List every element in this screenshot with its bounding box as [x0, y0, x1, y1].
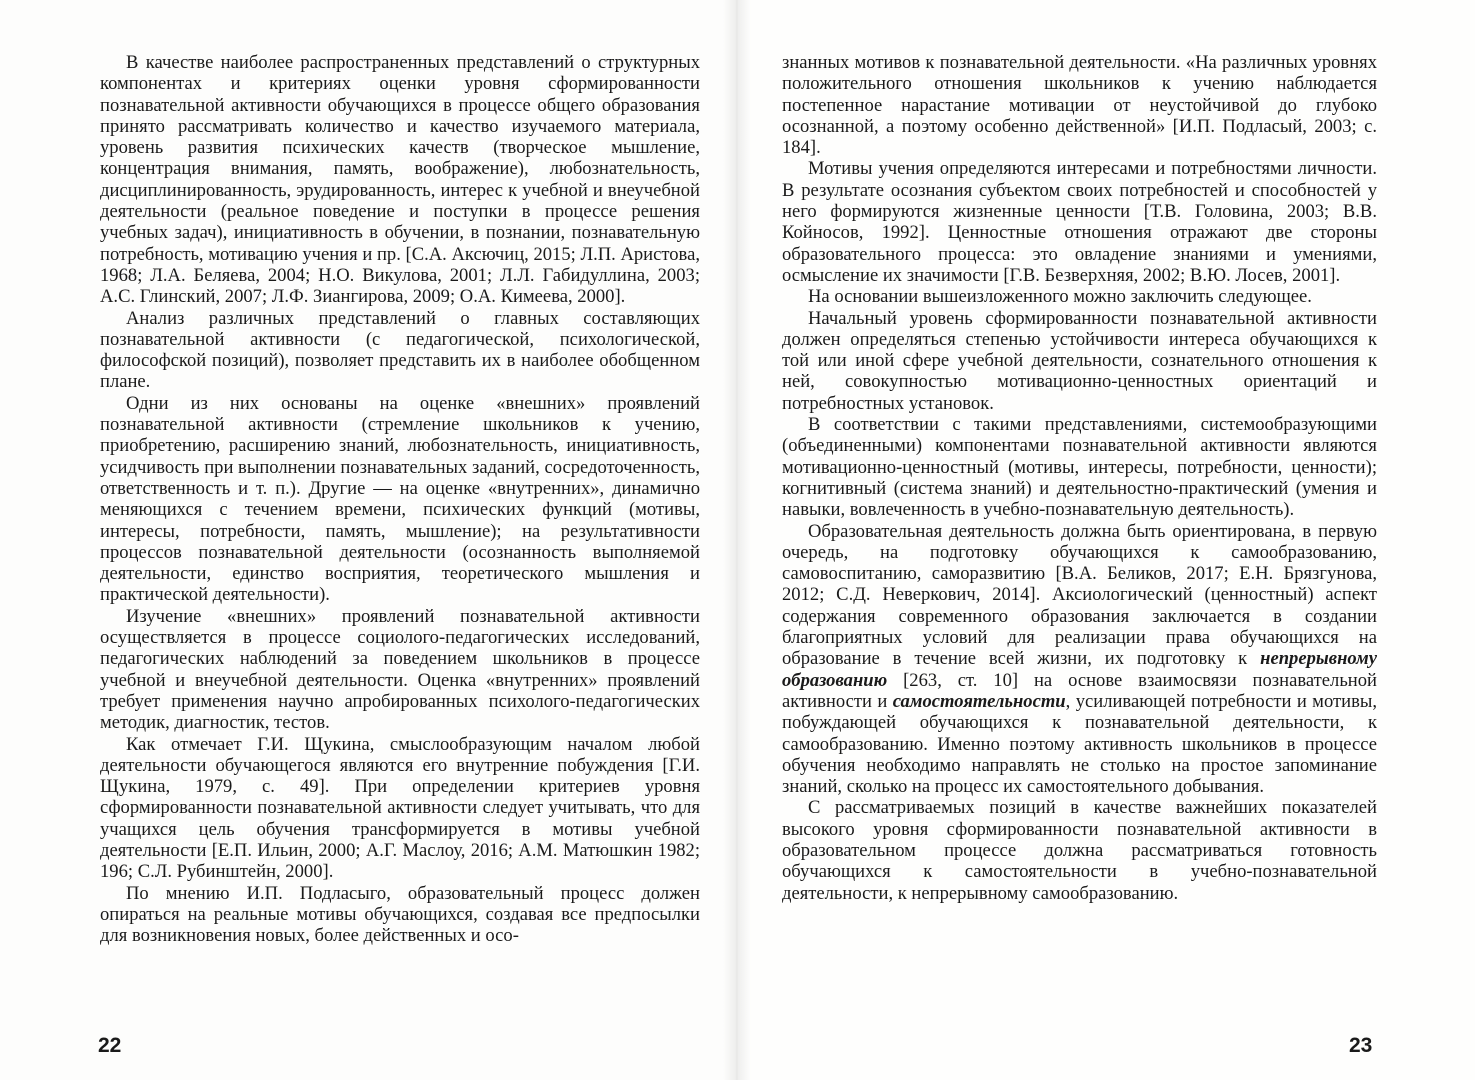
emphasis-term: непрерывному образованию [782, 648, 1377, 691]
emphasis-term: самостоятельности [892, 690, 1066, 712]
left-page-text [100, 52, 700, 946]
left-page [0, 0, 737, 1080]
book-gutter-shadow [723, 0, 751, 1080]
text-run: , усиливающей потребности и мотивы, побуждающей обучающихся к познавательной деятельности, к самообразованию. Именно поэтому активность школьников в процессе обучения необходимо направлять не столько на простое запоминание знаний, сколько на процесс их самостоятельного добывания. [782, 690, 1378, 798]
paragraph: Одни из них основаны на оценке «внешних» проявлений познавательной активности (стремление школьников к учению, приобретению, расширению знаний, любознательность, инициативность, усидчивость при выполнении познавательных заданий, сосредоточенность, ответственность и т. п.). Другие — на оценке «внутренних», динамично меняющихся с течением времени, психических функций (мотивы, интересы, потребности, память, мышление); на результативности процессов познавательной деятельности (осознанность выполняемой деятельности, единство восприятия, теоретического мышления и практической деятельности). [100, 392, 700, 606]
paragraph: Начальный уровень сформированности познавательной активности должен определяться степенью устойчивости интереса обучающихся к той или иной сфере учебной деятельности, сознательного отношения к ней, совокупностью мотивационно-ценностных ориентаций и потребностных установок. [782, 307, 1377, 414]
paragraph: По мнению И.П. Подласыго, образовательный процесс должен опираться на реальные мотивы обучающихся, создавая все предпосылки для возникновения новых, более действенных и осо- [100, 882, 700, 947]
paragraph: С рассматриваемых позиций в качестве важнейших показателей высокого уровня сформированности познавательной активности в образовательном процессе должна рассматриваться готовность обучающихся к самостоятельности в учебно-познавательной деятельности, к непрерывному самообразованию. [782, 797, 1377, 904]
paragraph: Мотивы учения определяются интересами и потребностями личности. В результате осознания субъектом своих потребностей и способностей у него формируются жизненные ценности [Т.В. Головина, 2003; В.В. Койносов, 1992]. Ценностные отношения отражают две стороны образовательного процесса: это овладение знаниями и умениями, осмысление их значимости [Г.В. Безверхняя, 2002; В.Ю. Лосев, 2001]. [782, 158, 1377, 286]
right-page-text [782, 52, 1377, 904]
paragraph: Изучение «внешних» проявлений познавательной активности осуществляется в процессе социолого-педагогических исследований, педагогических наблюдений за поведением школьников в процессе учебной и внеучебной деятельности. Оценка «внутренних» проявлений требует применения научно апробированных психолого-педагогических методик, диагностик, тестов. [100, 605, 700, 734]
page-number: 22 [98, 1034, 122, 1057]
paragraph: В соответствии с такими представлениями, системообразующими (объединенными) компонентами познавательной активности являются мотивационно-ценностный (мотивы, интересы, потребности, ценности); когнитивный (система знаний) и деятельностно-практический (умения и навыки, вовлеченность в учебно-познавательную деятельность). [782, 414, 1377, 521]
right-page [737, 0, 1475, 1080]
paragraph: На основании вышеизложенного можно заключить следующее. [808, 286, 1312, 308]
text-run: Образовательная деятельность должна быть ориентирована, в первую очередь, на подготовку обучающихся к самообразованию, самовоспитанию, саморазвитию [В.А. Беликов, 2017; Е.Н. Брязгунова, 2012; С.Д. Неверкович, 2014]. Аксиологический (ценностный) аспект содержания современного образования заключается в создании благоприятных условий для реализации права обучающихся на образование в течение всей жизни, их подготовку к [782, 520, 1377, 670]
page-number: 23 [1349, 1034, 1373, 1057]
paragraph: В качестве наиболее распространенных представлений о структурных компонентах и критериях оценки уровня сформированности познавательной активности обучающихся в процессе общего образования принято рассматривать количество и качество изучаемого материала, уровень развития психических качеств (творческое мышление, концентрация внимания, память, воображение), любознательность, дисциплинированность, эрудированность, интерес к учебной и внеучебной деятельности (реальное поведение и поступки в процессе решения учебных задач), инициативность в обучении, в познании, познавательную потребность, мотивацию учения и пр. [С.А. Аксючиц, 2015; Л.П. Аристова, 1968; Л.А. Беляева, 2004; Н.О. Викулова, 2001; Л.Л. Габидуллина, 2003; А.С. Глинский, 2007; Л.Ф. Зиангирова, 2009; О.А. Кимеева, 2000]. [100, 52, 700, 308]
continued-paragraph: знанных мотивов к познавательной деятельности. «На различных уровнях положительного отношения школьников к учению наблюдается постепенное нарастание мотивации от неустойчивой до глубоко осознанной, а поэтому особенно действенной» [И.П. Подласый, 2003; с. 184]. [782, 52, 1377, 159]
paragraph: Анализ различных представлений о главных составляющих познавательной активности (с педагогической, психологической, философской позиций), позволяет представить их в наиболее обобщенном плане. [100, 307, 700, 393]
paragraph-education [782, 521, 1377, 798]
text-run: [263, ст. 10] на основе взаимосвязи познавательной активности и [782, 669, 1377, 712]
paragraph: Как отмечает Г.И. Щукина, смыслообразующим началом любой деятельности обучающегося являются его внутренние побуждения [Г.И. Щукина, 1979, с. 49]. При определении критериев уровня сформированности познавательной активности следует учитывать, что для учащихся цель обучения трансформируется в мотивы учебной деятельности [Е.П. Ильин, 2000; А.Г. Маслоу, 2016; А.М. Матюшкин 1982; 196; С.Л. Рубинштейн, 2000]. [100, 733, 700, 883]
